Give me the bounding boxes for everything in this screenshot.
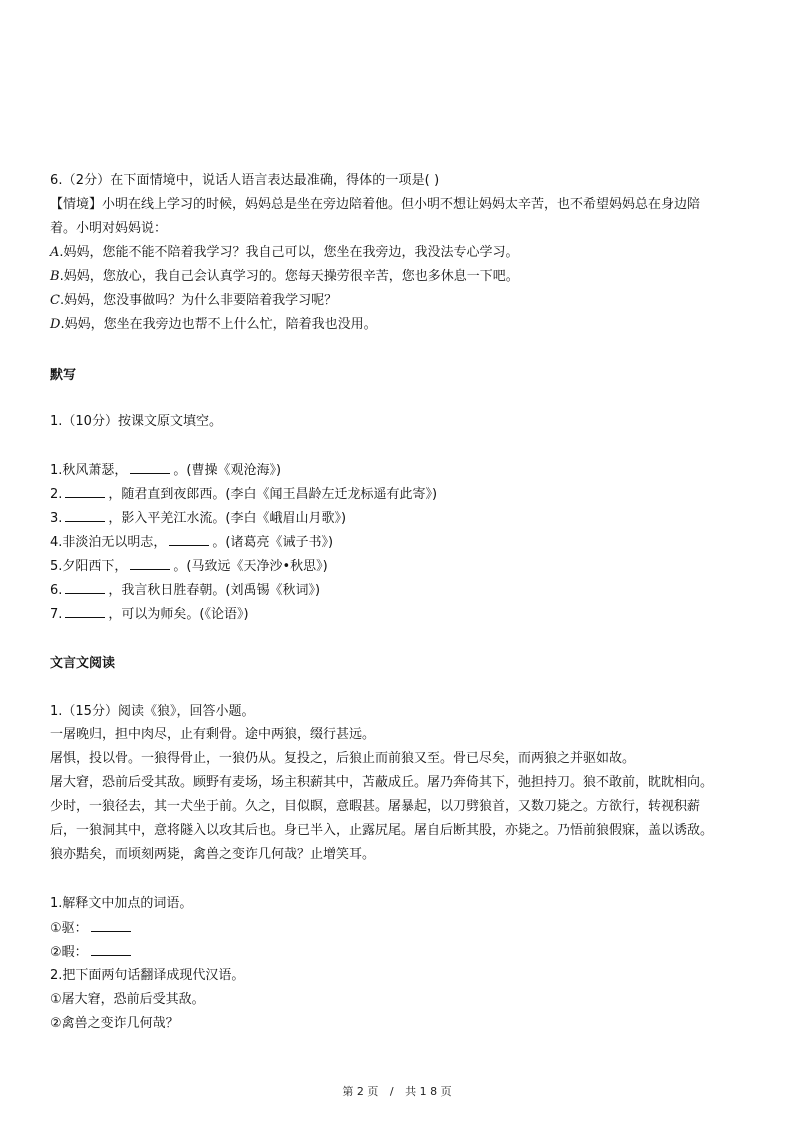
fill-blank[interactable] bbox=[65, 509, 105, 522]
section-title-classical: 文言文阅读 bbox=[50, 656, 116, 671]
dictation-item-3 bbox=[50, 509, 346, 528]
item-post: 。(诸葛亮《诫子书》) bbox=[212, 535, 334, 550]
item-pre: 5.夕阳西下， bbox=[50, 559, 128, 574]
passage-line-6: 狼亦黠矣，而顷刻两毙，禽兽之变诈几何哉？止增笑耳。 bbox=[50, 847, 376, 862]
fill-blank[interactable] bbox=[130, 461, 170, 474]
item-post: ，随君直到夜郎西。(李白《闻王昌龄左迁龙标遥有此寄》) bbox=[108, 487, 438, 502]
fill-blank[interactable] bbox=[91, 919, 131, 932]
sub2-item-2: ②禽兽之变诈几何哉？ bbox=[50, 1016, 179, 1031]
classical-question: 1.（15分）阅读《狼》，回答小题。 bbox=[50, 704, 255, 719]
fill-blank[interactable] bbox=[65, 485, 105, 498]
passage-line-2: 屠惧，投以骨。一狼得骨止，一狼仍从。复投之，后狼止而前狼又至。骨已尽矣，而两狼之并驱如故。 bbox=[50, 751, 636, 766]
dictation-item-2 bbox=[50, 485, 437, 504]
q6-option-b bbox=[50, 268, 519, 286]
option-text: .妈妈，您能不能不陪着我学习？我自己可以，您坐在我旁边，我没法专心学习。 bbox=[59, 245, 519, 260]
sub-question-2: 2.把下面两句话翻译成现代汉语。 bbox=[50, 968, 245, 983]
option-letter: D bbox=[50, 317, 61, 332]
fill-blank[interactable] bbox=[130, 557, 170, 570]
fill-blank[interactable] bbox=[169, 533, 209, 546]
item-pre: 4.非淡泊无以明志， bbox=[50, 535, 167, 550]
sub1-item-label: ①驱： bbox=[50, 921, 88, 936]
item-post: ，可以为师矣。(《论语》) bbox=[108, 607, 249, 622]
item-pre: 3. bbox=[50, 511, 63, 526]
option-text: .妈妈，您没事做吗？为什么非要陪着我学习呢？ bbox=[59, 293, 338, 308]
sub1-item-2 bbox=[50, 943, 134, 962]
dictation-item-5 bbox=[50, 557, 328, 576]
page-separator: / bbox=[389, 1085, 394, 1098]
item-pre: 2. bbox=[50, 487, 63, 502]
passage-line-5: 后，一狼洞其中，意将隧入以攻其后也。身已半入，止露尻尾。屠自后断其股，亦毙之。乃悟前狼假寐，盖以诱敌。 bbox=[50, 823, 714, 838]
q6-context-line2: 着。小明对妈妈说： bbox=[50, 221, 168, 236]
dictation-question: 1.（10分）按课文原文填空。 bbox=[50, 414, 222, 429]
sub2-item-1: ①屠大窘，恐前后受其敌。 bbox=[50, 992, 205, 1007]
sub-question-1: 1.解释文中加点的词语。 bbox=[50, 896, 193, 911]
option-letter: B bbox=[50, 269, 60, 284]
q6-option-d bbox=[50, 316, 377, 334]
dictation-item-1 bbox=[50, 461, 281, 480]
section-title-dictation: 默写 bbox=[50, 368, 77, 383]
page-footer bbox=[0, 1083, 794, 1099]
dictation-item-6 bbox=[50, 581, 320, 600]
option-text: .妈妈，您放心，我自己会认真学习的。您每天操劳很辛苦，您也多休息一下吧。 bbox=[59, 269, 519, 284]
dictation-item-7 bbox=[50, 605, 249, 624]
item-post: 。(马致远《天净沙•秋思》) bbox=[173, 559, 328, 574]
option-text: .妈妈，您坐在我旁边也帮不上什么忙，陪着我也没用。 bbox=[60, 317, 377, 332]
item-post: 。(曹操《观沧海》) bbox=[173, 463, 282, 478]
passage-line-1: 一屠晚归，担中肉尽，止有剩骨。途中两狼，缀行甚远。 bbox=[50, 727, 376, 742]
q6-option-c bbox=[50, 292, 337, 310]
fill-blank[interactable] bbox=[91, 943, 131, 956]
q6-option-a bbox=[50, 244, 519, 262]
fill-blank[interactable] bbox=[65, 581, 105, 594]
fill-blank[interactable] bbox=[65, 605, 105, 618]
item-pre: 1.秋风萧瑟， bbox=[50, 463, 128, 478]
sub1-item-label: ②暇： bbox=[50, 945, 88, 960]
sub1-item-1 bbox=[50, 919, 134, 938]
item-post: ，我言秋日胜春朝。(刘禹锡《秋词》) bbox=[108, 583, 321, 598]
q6-context-line1: 【情境】小明在线上学习的时候，妈妈总是坐在旁边陪着他。但小明不想让妈妈太辛苦，也不希望妈妈总在身边陪 bbox=[50, 197, 701, 212]
item-post: ，影入平羌江水流。(李白《峨眉山月歌》) bbox=[108, 511, 347, 526]
passage-line-3: 屠大窘，恐前后受其敌。顾野有麦场，场主积薪其中，苫蔽成丘。屠乃奔倚其下，弛担持刀。狼不敢前，眈眈相向。 bbox=[50, 775, 714, 790]
option-letter: A bbox=[50, 245, 60, 260]
q6-stem: 6.（2分）在下面情境中，说话人语言表达最准确，得体的一项是( ) bbox=[50, 173, 440, 188]
item-pre: 6. bbox=[50, 583, 63, 598]
page-number: 第 2 页 bbox=[342, 1085, 379, 1098]
page-total: 共 1 8 页 bbox=[405, 1085, 452, 1098]
item-pre: 7. bbox=[50, 607, 63, 622]
passage-line-4: 少时，一狼径去，其一犬坐于前。久之，目似瞑，意暇甚。屠暴起，以刀劈狼首，又数刀毙之。方欲行，转视积薪 bbox=[50, 799, 701, 814]
dictation-item-4 bbox=[50, 533, 333, 552]
option-letter: C bbox=[50, 293, 60, 308]
